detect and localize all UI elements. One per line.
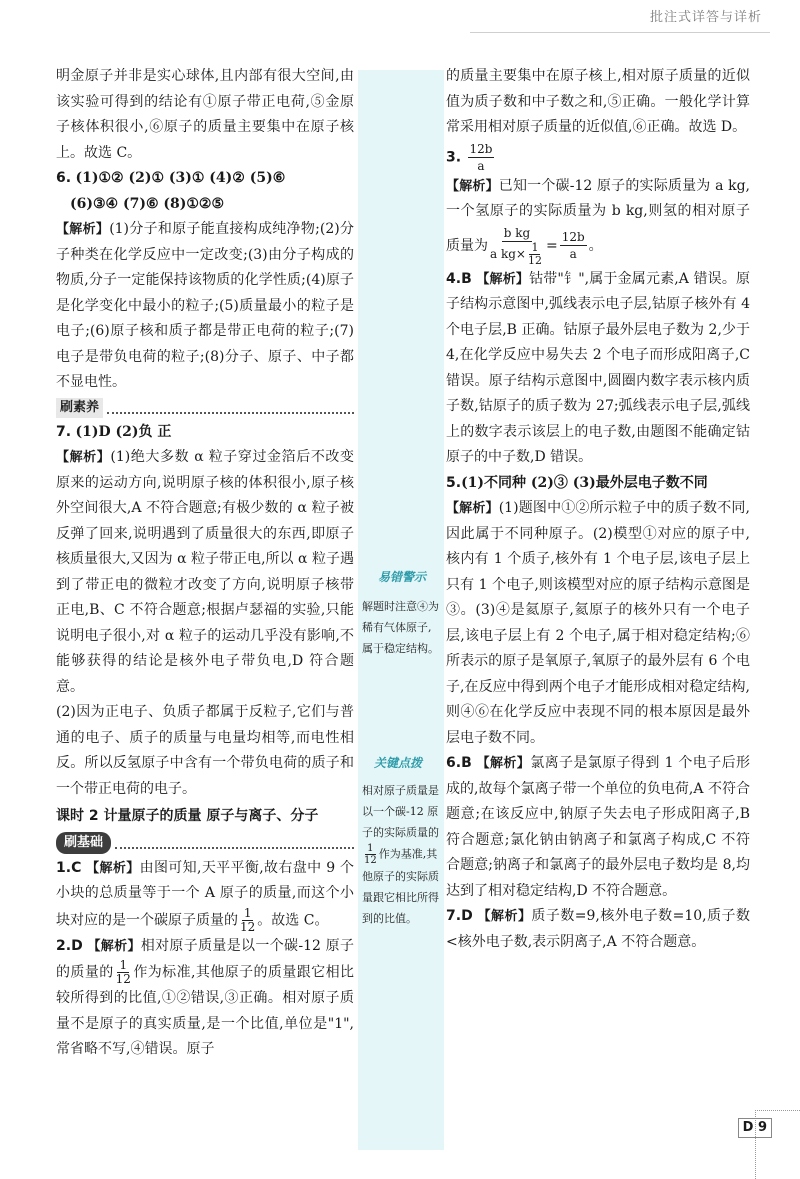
q3-result-numerator: 12b [561, 230, 585, 244]
q2-text-a: 相对原子质量是以一个碳-12 原子的质量的 [56, 937, 354, 981]
q6-answer-2 [56, 192, 354, 218]
q2-frac-denominator: 12 [115, 972, 131, 986]
section-jichu [56, 832, 354, 854]
q6-analysis-text: (1)分子和原子能直接构成纯净物;(2)分子种类在化学反应中一定改变;(3)由分子构成的物质,分子一定能保持该物质的化学性质;(4)原子是化学变化中最小的粒子;(5)质量最小的粒子是电子;(6)原子核和质子都是带正电荷的粒子;(7)电子是带负电荷的粒子;(8)分子、原子、中子都不显电性。 [56, 221, 354, 390]
q3-answer-fraction [468, 141, 495, 174]
q3-result-denominator: a [569, 247, 577, 261]
q5-number: 5. [446, 474, 462, 491]
q6-number: 6. [56, 170, 72, 186]
section-suyang [56, 398, 354, 418]
q3-answer-denominator: a [477, 158, 485, 173]
section-suyang-label: 刷素养 [56, 398, 103, 418]
q6r-analysis-text: 氯离子是氯原子得到 1 个电子后形成的,故每个氯离子带一个单位的负电荷,A 不符合题意;在该反应中,钠原子失去电子形成阳离子,B 符合题意;氯化钠由钠离子和氯离子构成,C 不符合题意;钠离子和氯离子的最外层电子数均是 8,均达到了相对稳定结构,D 不符合题意。 [446, 755, 750, 899]
q2-fraction [116, 959, 131, 986]
q2-number: 2. [56, 937, 72, 954]
q3-text-a: 已知一个碳-12 原子的实际质量为 a kg,一个氢原子的实际质量为 b kg,则氢的相对原子质量为 [446, 177, 750, 254]
note-2-fraction [364, 843, 377, 866]
note-1-title: 易错警示 [378, 570, 427, 584]
q1-frac-denominator: 12 [240, 919, 256, 934]
q3-formula-denominator-a: a kg× [490, 247, 526, 261]
q3-answer [446, 141, 750, 174]
q3-formula-fraction [490, 225, 544, 267]
q6-answer-line-1: (1)①② (2)① (3)① (4)② (5)⑥ [75, 170, 286, 186]
q7r-answer: D [461, 908, 473, 924]
q7-analysis-2: (2)因为正电子、负质子都属于反粒子,它们与普通的电子、质子的质量与电量均相等,而电性相反。所以反氢原子中含有一个带负电荷的质子和一个带正电荷的电子。 [56, 704, 354, 797]
q5-answer-text: (1)不同种 (2)③ (3)最外层电子数不同 [461, 474, 708, 491]
q4-block [446, 267, 750, 471]
q3-inner-denominator: 12 [527, 253, 542, 267]
q6-block [446, 751, 750, 904]
q7-analysis-tag: 【解析】 [56, 450, 111, 465]
page-number: D 9 [738, 1118, 772, 1138]
q7-answer-text: (1)D (2)负 正 [75, 423, 172, 440]
q6-analysis [56, 217, 354, 396]
left-paragraph-1: 明金原子并非是实心球体,且内部有很大空间,由该实验可得到的结论有①原子带正电荷,⑤金原子核体积很小,⑥原子的质量主要集中在原子核上。故选 C。 [56, 68, 354, 161]
q4-analysis-text: 钴带"钅",属于金属元素,A 错误。原子结构示意图中,弧线表示电子层,钴原子核外有 4 个电子层,B 正确。钴原子最外层电子数为 2,少于 4,在化学反应中易失去 2 个电子而形成阳离子,C 错误。原子结构示意图中,圆圈内数字表示核内质子数,钴原子的质子数为 27;弧线表示电子层,弧线上的数字表示该层上的电子数,由题图不能确定钴原子的中子数,D 错误。 [446, 270, 750, 465]
q3-analysis-tag: 【解析】 [446, 178, 499, 194]
q5-analysis-text: (1)题图中①②所示粒子中的质子数不同,因此属于不同种原子。(2)模型①对应的原子中,核内有 1 个质子,核外有 1 个电子层,该电子层上只有 1 个电子,则该模型对应的原子结构示意图是③。(3)④是氦原子,氦原子的核外只有一个电子层,该电子层上有 2 个电子,属于相对稳定结构;⑥所表示的原子是氧原子,氧原子的最外层有 6 个电子,在反应中得到两个电子才能形成相对稳定结构,则④⑥在化学反应中表现不同的根本原因是最外层电子数不同。 [446, 500, 750, 746]
q3-formula-numerator: b kg [503, 225, 531, 240]
q3-answer-numerator: 12b [469, 141, 493, 156]
q7-analysis [56, 445, 354, 700]
q4-number: 4. [446, 270, 462, 287]
q3-result-fraction [560, 229, 587, 262]
section-jichu-label: 刷基础 [56, 832, 111, 854]
q1-analysis-tag: 【解析】 [86, 860, 140, 876]
q7-block [446, 904, 750, 955]
q2-text-b: 作为标准,其他原子的质量跟它相比较所得到的比值,①②错误,③正确。相对原子质量不是原子的真实质量,是一个比值,单位是"1",常省略不写,④错误。原子 [56, 964, 354, 1057]
q7-number: 7. [56, 423, 72, 440]
q3-inner-fraction [528, 242, 542, 267]
right-column [446, 64, 750, 955]
q1-number: 1. [56, 859, 72, 876]
q2-frac-numerator: 1 [119, 958, 128, 972]
right-paragraph-1: 的质量主要集中在原子核上,相对原子质量的近似值为质子数和中子数之和,⑤正确。一般化学计算常采用相对原子质量的近似值,⑥正确。故选 D。 [446, 68, 750, 135]
note-2-frac-numerator: 1 [367, 843, 374, 854]
q1-frac-numerator: 1 [243, 905, 252, 920]
note-2-title: 关键点拨 [374, 756, 423, 770]
q2-analysis-tag: 【解析】 [87, 938, 141, 954]
q3-inner-numerator: 1 [531, 240, 539, 254]
q7-analysis-text-1: (1)绝大多数 α 粒子穿过金箔后不改变原来的运动方向,说明原子核的体积很小,原子核外空间很大,A 不符合题意;有极少数的 α 粒子被反弹了回来,说明遇到了质量很大的东西,即原子核质量很大,又因为 α 粒子带正电,所以 α 粒子遇到了带正电的微粒才改变了方向,说明原子核带正电,B、C 不符合题意;根据卢瑟福的实验,只能说明电子很小,对 α 粒子的运动几乎没有影响,不能够获得的结论是核外电子带负电,D 符合题意。 [56, 449, 354, 695]
lesson-title: 课时 2 计量原子的质量 原子与离子、分子 [56, 808, 319, 824]
q6r-analysis-tag: 【解析】 [476, 756, 531, 771]
note-2-frac-denominator: 12 [364, 855, 377, 866]
q1-fraction [240, 907, 255, 934]
q6-analysis-tag: 【解析】 [56, 222, 110, 237]
q1-text-b: 。故选 C。 [257, 912, 329, 928]
q1-block [56, 856, 354, 934]
left-column [56, 64, 354, 1063]
q2-block [56, 934, 354, 1063]
section-divider [115, 837, 354, 849]
q1-text-a: 由图可知,天平平衡,故右盘中 9 个小块的总质量等于一个 A 原子的质量,而这个小块对应的是一个碳原子质量的 [56, 859, 354, 928]
q7r-number: 7. [446, 908, 462, 924]
q3-analysis [446, 174, 750, 267]
q7-answer [56, 420, 354, 446]
q6r-number: 6. [446, 755, 462, 771]
q7r-analysis-text: 质子数=9,核外电子数=10,质子数<核外电子数,表示阴离子,A 不符合题意。 [446, 908, 750, 950]
note-2-text-a: 相对原子质量是以一个碳-12 原子的实际质量的 [362, 784, 439, 839]
q3-equals: = [545, 237, 558, 254]
section-divider [107, 402, 354, 414]
q7r-analysis-tag: 【解析】 [477, 909, 532, 924]
q5-analysis-tag: 【解析】 [446, 501, 499, 516]
q6-answer [56, 166, 354, 192]
header-rule [470, 32, 770, 33]
q2-answer: D [71, 937, 83, 954]
q3-formula-denominator [490, 242, 544, 267]
q4-analysis-tag: 【解析】 [476, 271, 530, 287]
note-1-text: 解题时注意④为稀有气体原子,属于稳定结构。 [362, 600, 439, 655]
q6r-answer: B [461, 755, 472, 771]
q3-period: 。 [588, 237, 603, 254]
q3-number: 3. [446, 149, 462, 165]
page-header: 批注式详答与详析 [649, 10, 762, 25]
q4-answer: B [461, 270, 472, 287]
note-2-text-b: 作为基准,其他原子的实际质量跟它相比所得到的比值。 [362, 847, 439, 925]
q5-analysis [446, 496, 750, 751]
q6-answer-line-2: (6)③④ (7)⑥ (8)①②⑤ [70, 195, 225, 212]
note-2-body [362, 780, 442, 929]
q5-answer [446, 471, 750, 497]
q1-answer: C [71, 859, 82, 876]
